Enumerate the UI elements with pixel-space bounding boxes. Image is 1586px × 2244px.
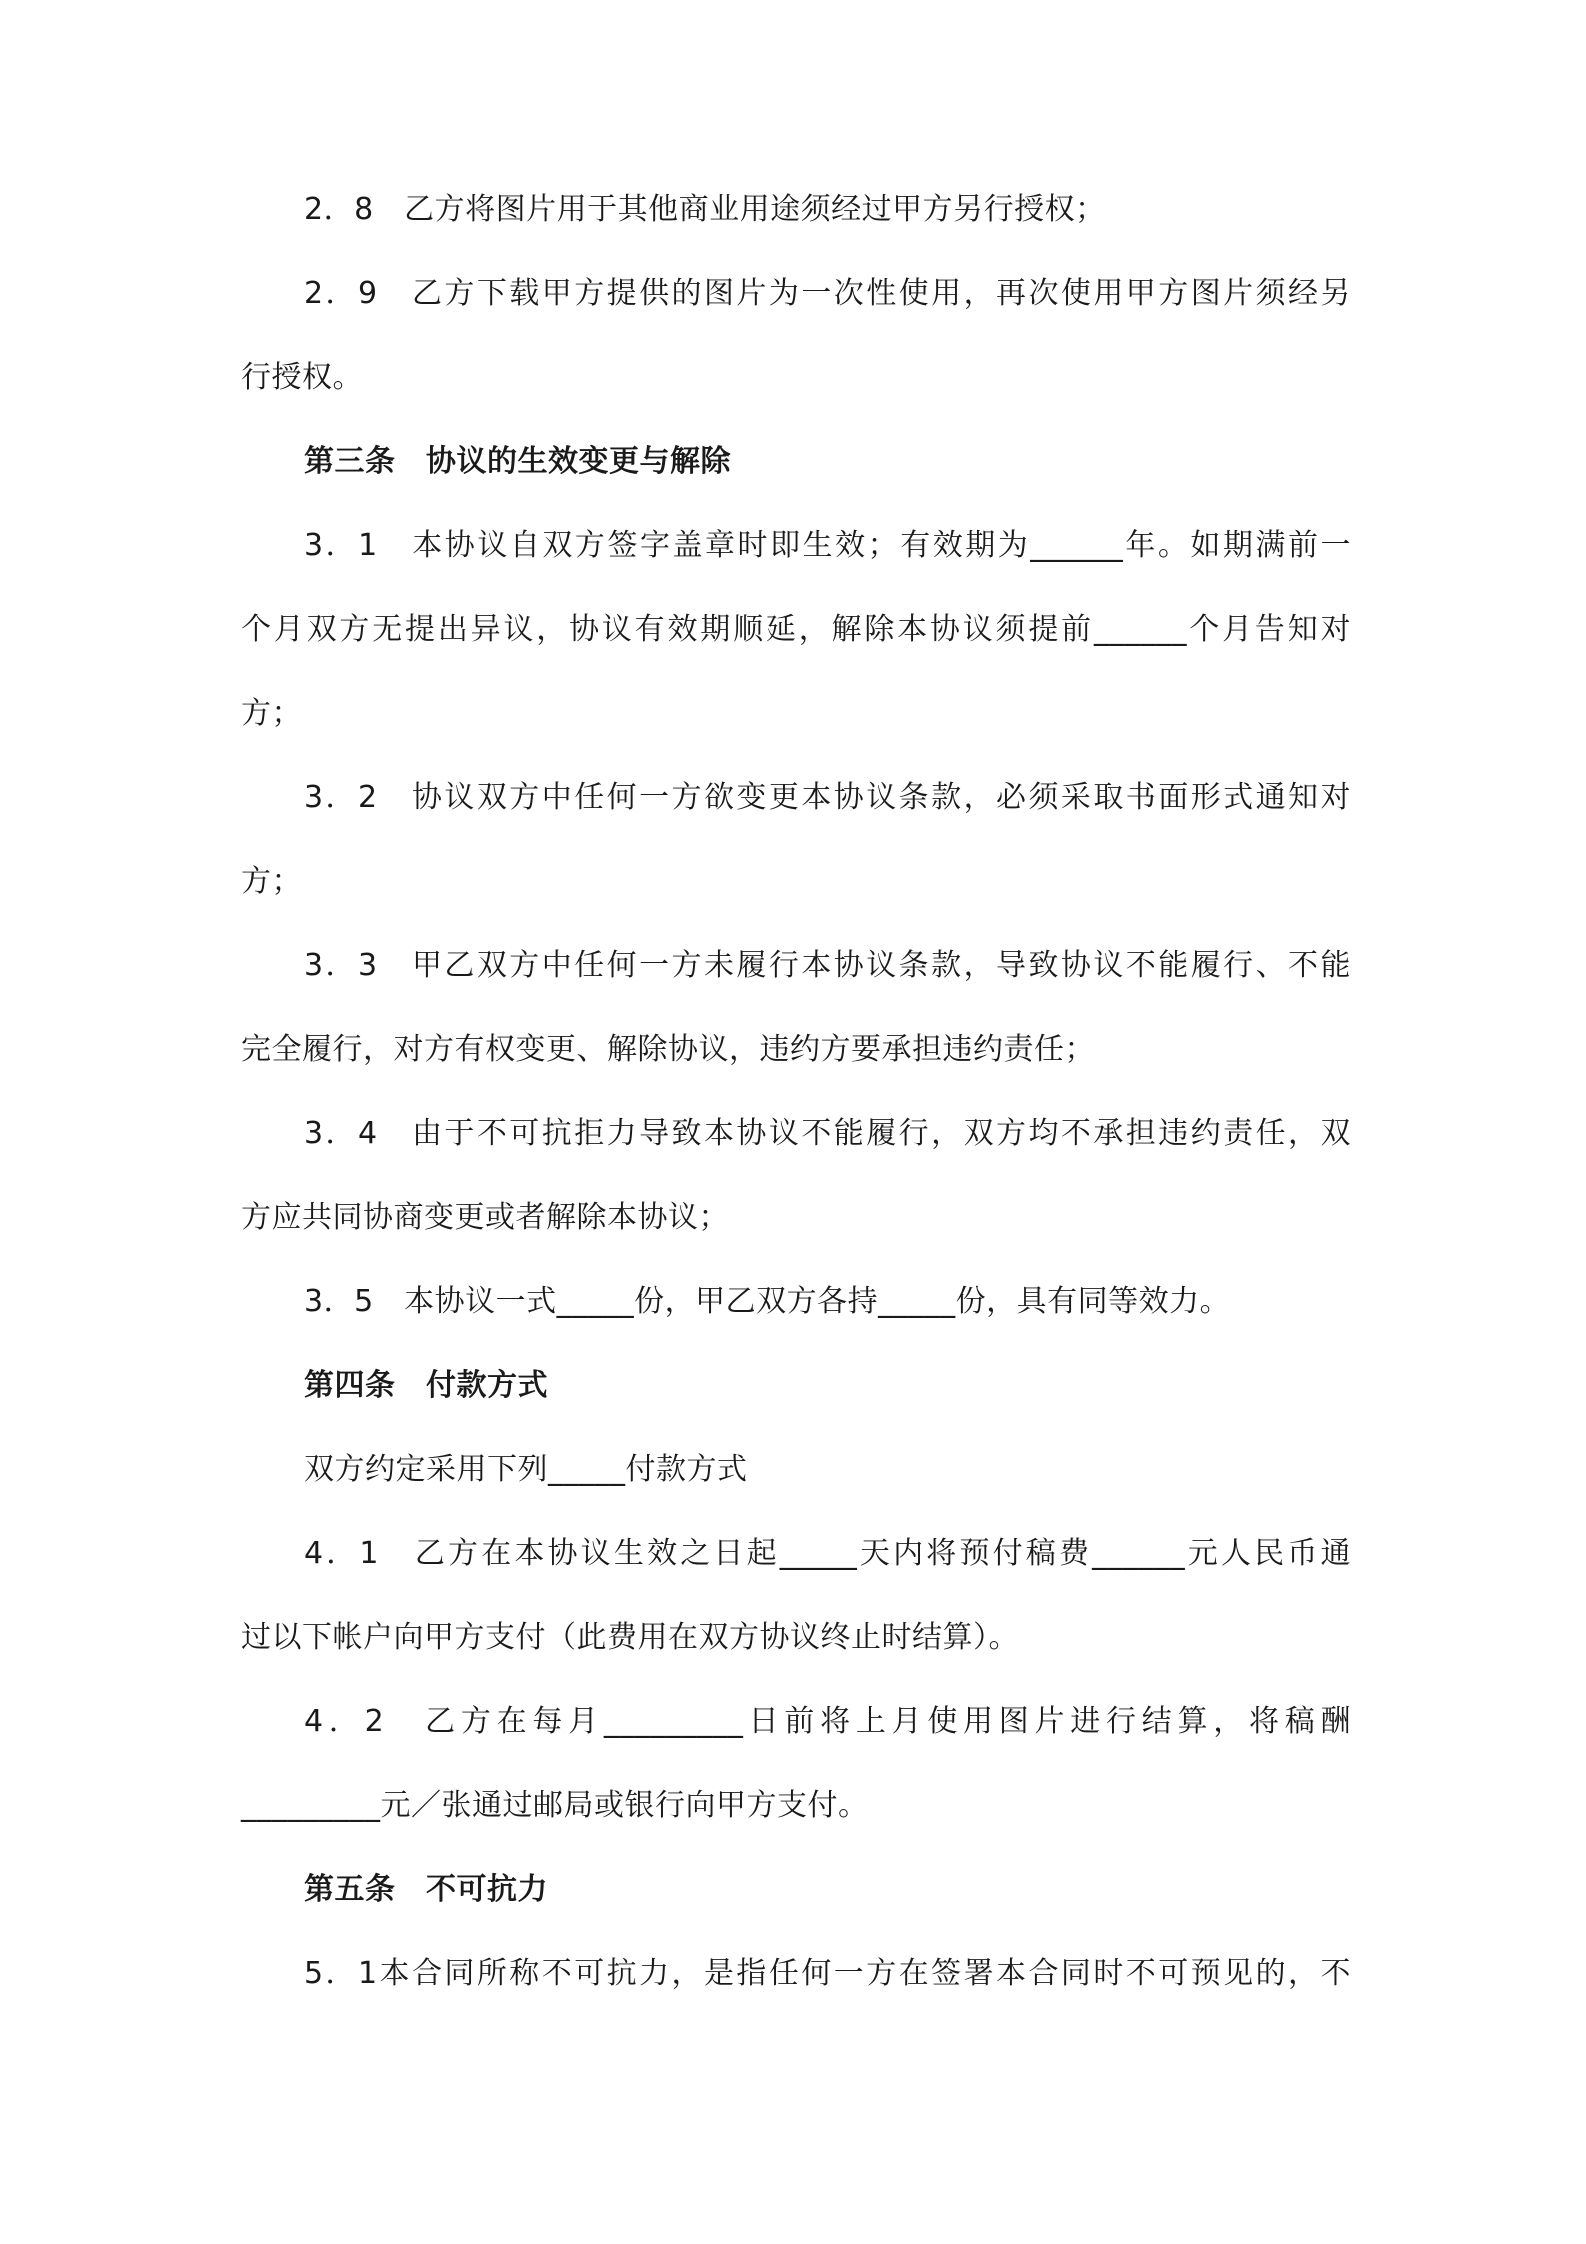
text-line: 过以下帐户向甲方支付（此费用在双方协议终止时结算）。 [241, 1620, 1019, 1655]
text-line: 完全履行，对方有权变更、解除协议，违约方要承担违约责任； [241, 1032, 1095, 1067]
text-line: 方应共同协商变更或者解除本协议； [241, 1200, 729, 1235]
text-line: 行授权。 [241, 360, 363, 395]
text-line: 3．2 协议双方中任何一方欲变更本协议条款，必须采取书面形式通知对 [304, 780, 1351, 815]
text-line: 方； [241, 864, 302, 899]
text-line: 4．2 乙方在每月_________日前将上月使用图片进行结算，将稿酬 [304, 1704, 1351, 1739]
section-heading: 第四条 付款方式 [304, 1368, 548, 1403]
section-heading: 第五条 不可抗力 [304, 1872, 548, 1907]
text-line: 5．1本合同所称不可抗力，是指任何一方在签署本合同时不可预见的，不 [304, 1956, 1351, 1991]
text-line: 双方约定采用下列_____付款方式 [304, 1452, 748, 1487]
text-line: 方； [241, 696, 302, 731]
section-heading: 第三条 协议的生效变更与解除 [304, 444, 731, 479]
text-line: 3．3 甲乙双方中任何一方未履行本协议条款，导致协议不能履行、不能 [304, 948, 1351, 983]
text-line: 个月双方无提出异议，协议有效期顺延，解除本协议须提前______个月告知对 [241, 612, 1351, 647]
text-line: 4．1 乙方在本协议生效之日起_____天内将预付稿费______元人民币通 [304, 1536, 1351, 1571]
text-line: 2．9 乙方下载甲方提供的图片为一次性使用，再次使用甲方图片须经另 [304, 276, 1351, 311]
text-line: 3．5 本协议一式_____份，甲乙双方各持_____份，具有同等效力。 [304, 1284, 1231, 1319]
text-line: 3．4 由于不可抗拒力导致本协议不能履行，双方均不承担违约责任，双 [304, 1116, 1351, 1151]
text-line: _________元／张通过邮局或银行向甲方支付。 [241, 1788, 869, 1823]
text-line: 3．1 本协议自双方签字盖章时即生效；有效期为______年。如期满前一 [304, 528, 1351, 563]
text-line: 2．8 乙方将图片用于其他商业用途须经过甲方另行授权； [304, 192, 1106, 227]
